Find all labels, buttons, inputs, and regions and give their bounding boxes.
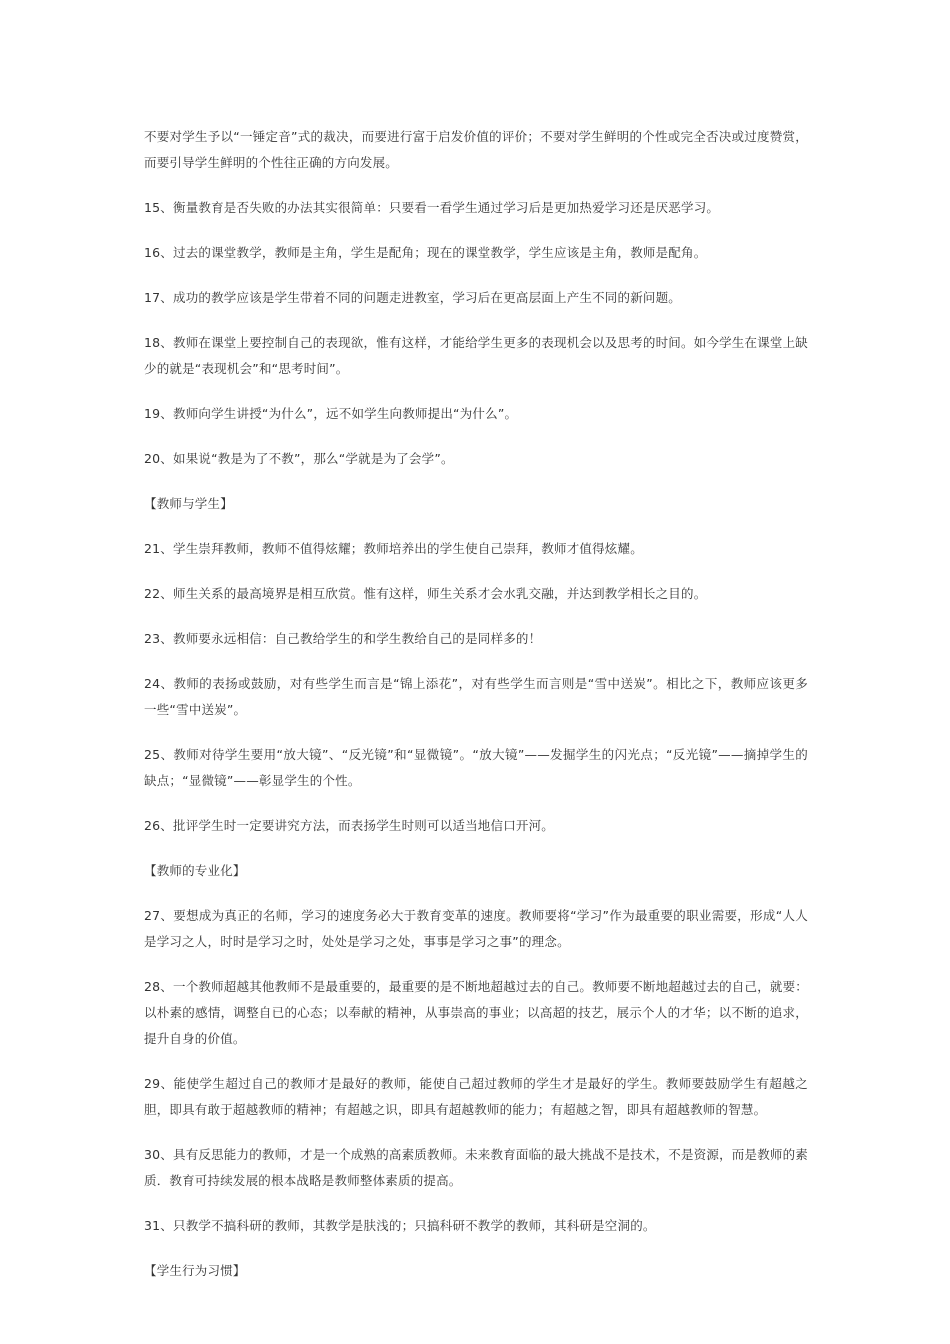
paragraph-22: 22、师生关系的最高境界是相互欣赏。惟有这样，师生关系才会水乳交融，并达到教学相长之目的。 — [144, 586, 707, 601]
paragraph-17: 17、成功的教学应该是学生带着不同的问题走进教室，学习后在更高层面上产生不同的新问题。 — [144, 290, 682, 305]
section-heading-teacher-professionalization: 【教师的专业化】 — [144, 863, 246, 878]
paragraph-intro: 不要对学生予以“一锤定音”式的裁决，而要进行富于启发价值的评价；不要对学生鲜明的个性或完全否决或过度赞赏，而要引导学生鲜明的个性往正确的方向发展。 — [144, 129, 808, 170]
paragraph-25: 25、教师对待学生要用“放大镜”、“反光镜”和“显微镜”。“放大镜”——发掘学生的闪光点；“反光镜”——摘掉学生的缺点；“显微镜”——彰显学生的个性。 — [144, 747, 808, 788]
paragraph-29: 29、能使学生超过自己的教师才是最好的教师，能使自己超过教师的学生才是最好的学生。教师要鼓励学生有超越之胆，即具有敢于超越教师的精神；有超越之识，即具有超越教师的能力；有超越之智，即具有超越教师的智慧。 — [144, 1076, 808, 1117]
paragraph-24: 24、教师的表扬或鼓励，对有些学生而言是“锦上添花”，对有些学生而言则是“雪中送炭”。相比之下，教师应该更多一些“雪中送炭”。 — [144, 676, 808, 717]
paragraph-28: 28、一个教师超越其他教师不是最重要的，最重要的是不断地超越过去的自己。教师要不断地超越过去的自己，就要：以朴素的感情，调整自已的心态；以奉献的精神，从事崇高的事业；以高超的技艺，展示个人的才华；以不断的追求，提升自身的价值。 — [144, 979, 809, 1046]
paragraph-21: 21、学生崇拜教师，教师不值得炫耀；教师培养出的学生使自己崇拜，教师才值得炫耀。 — [144, 541, 643, 556]
paragraph-30: 30、具有反思能力的教师，才是一个成熟的高素质教师。未来教育面临的最大挑战不是技术，不是资源，而是教师的素质．教育可持续发展的根本战略是教师整体素质的提高。 — [144, 1147, 809, 1188]
paragraph-26: 26、批评学生时一定要讲究方法，而表扬学生时则可以适当地信口开河。 — [144, 818, 555, 833]
paragraph-16: 16、过去的课堂教学，教师是主角，学生是配角；现在的课堂教学，学生应该是主角，教师是配角。 — [144, 245, 707, 260]
paragraph-15: 15、衡量教育是否失败的办法其实很简单：只要看一看学生通过学习后是更加热爱学习还是厌恶学习。 — [144, 200, 720, 215]
paragraph-18: 18、教师在课堂上要控制自己的表现欲，惟有这样，才能给学生更多的表现机会以及思考的时间。如今学生在课堂上缺少的就是“表现机会”和“思考时间”。 — [144, 335, 809, 376]
section-heading-student-habits: 【学生行为习惯】 — [144, 1263, 246, 1278]
document-page — [144, 124, 808, 1303]
paragraph-27: 27、要想成为真正的名师，学习的速度务必大于教育变革的速度。教师要将“学习”作为最重要的职业需要，形成“人人是学习之人，时时是学习之时，处处是学习之处，事事是学习之事”的理念。 — [144, 908, 808, 949]
paragraph-19: 19、教师向学生讲授“为什么”，远不如学生向教师提出“为什么”。 — [144, 406, 518, 421]
paragraph-20: 20、如果说“教是为了不教”，那么“学就是为了会学”。 — [144, 451, 454, 466]
section-heading-teacher-student: 【教师与学生】 — [144, 496, 233, 511]
paragraph-23: 23、教师要永远相信：自己教给学生的和学生教给自己的是同样多的！ — [144, 631, 542, 646]
paragraph-31: 31、只教学不搞科研的教师，其教学是肤浅的；只搞科研不教学的教师，其科研是空洞的。 — [144, 1218, 656, 1233]
